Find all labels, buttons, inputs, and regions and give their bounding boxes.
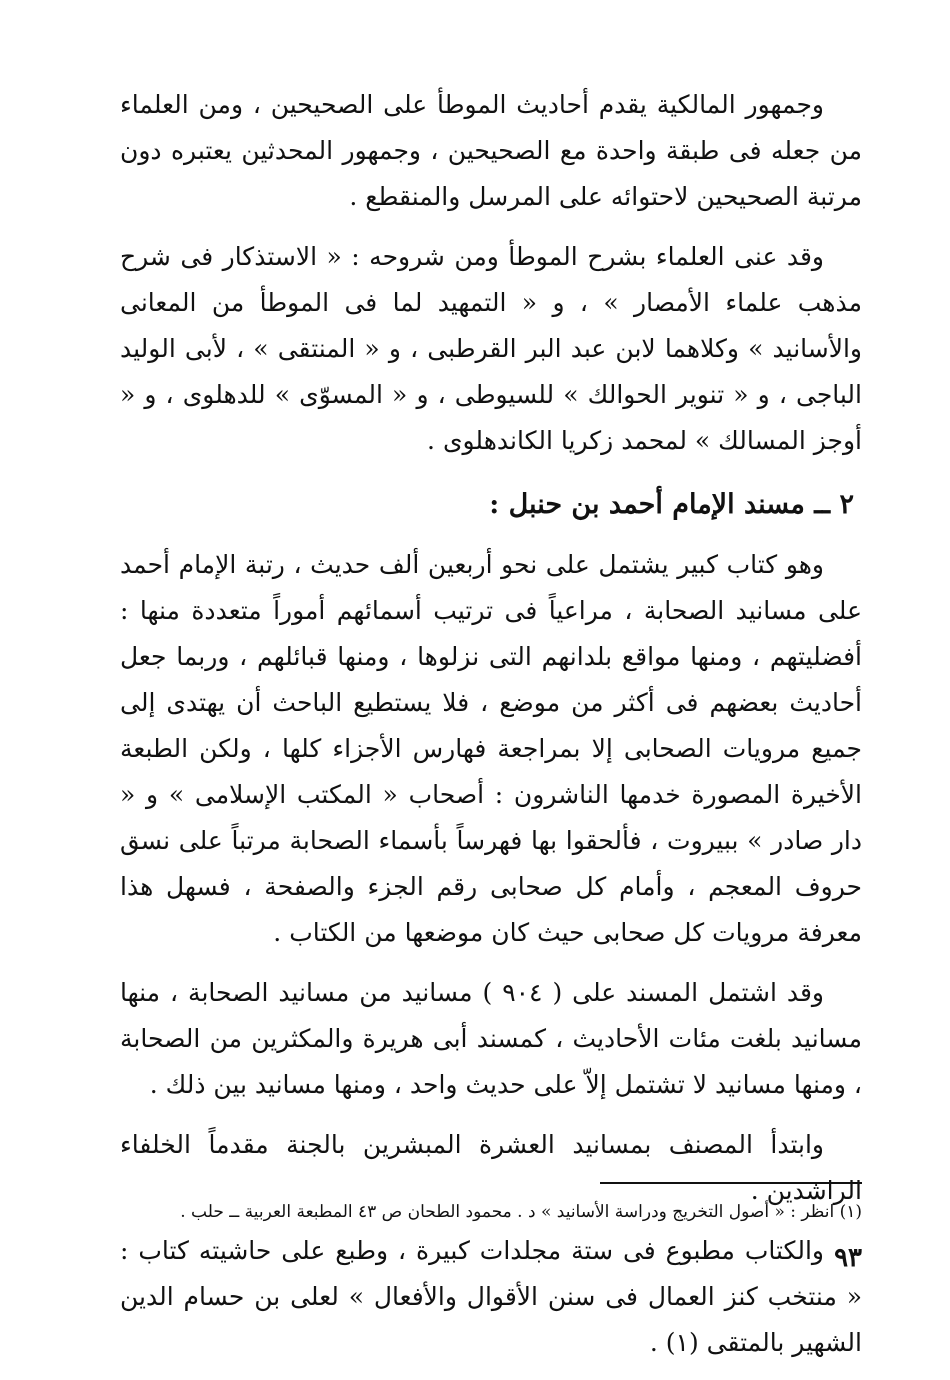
paragraph-musnad-count: وقد اشتمل المسند على ( ٩٠٤ ) مسانيد من مسانيد الصحابة ، منها مسانيد بلغت مئات الأحاديث ، كمسند أبى هريرة والمكثرين من الصحابة ، ومنها مسانيد لا تشتمل إلاّ على حديث واحد ، ومنها مسانيد بين ذلك . <box>120 978 862 1099</box>
paragraph-musnad-description: وهو كتاب كبير يشتمل على نحو أربعين ألف حديث ، رتبة الإمام أحمد على مسانيد الصحابة ، مراعياً فى ترتيب أسمائهم أموراً متعددة منها : أفضليتهم ، ومنها مواقع بلدانهم التى نزلوها ، ومنها قبائلهم ، وربما جعل أحاديث بعضهم فى أكثر من موضع ، فلا يستطيع الباحث أن يهتدى إلى جميع مرويات الصحابى إلا بمراجعة فهارس الأجزاء كلها ، ولكن الطبعة الأخيرة المصورة خدمها الناشرون : أصحاب « المكتب الإسلامى » و « دار صادر » ببيروت ، فألحقوا بها فهرساً بأسماء الصحابة مرتباً على نسق حروف المعجم ، وأمام كل صحابى رقم الجزء والصفحة ، فسهل هذا معرفة مرويات كل صحابى حيث كان موضعها من الكتاب . <box>120 550 862 947</box>
footnote: (١) انظر : « أصول التخريج ودراسة الأسانيد » د . محمود الطحان ص ٤٣ المطبعة العربية ــ حلب . <box>180 1202 862 1222</box>
section-heading-musnad-ahmad: ٢ ــ مسند الإمام أحمد بن حنبل : <box>489 489 854 520</box>
paragraph-muwatta-ranking: وجمهور المالكية يقدم أحاديث الموطأ على الصحيحين ، ومن العلماء من جعله فى طبقة واحدة مع الصحيحين ، وجمهور المحدثين يعتبره دون مرتبة الصحيحين لاحتوائه على المرسل والمنقطع . <box>120 90 862 211</box>
page-number: ٩٣ <box>834 1243 862 1273</box>
footnote-divider <box>600 1182 862 1184</box>
paragraph-musnad-edition: والكتاب مطبوع فى ستة مجلدات كبيرة ، وطبع على حاشيته كتاب : « منتخب كنز العمال فى سنن الأقوال والأفعال » لعلى بن حسام الدين الشهير بالمتقى (١) . <box>120 1236 862 1357</box>
paragraph-musnad-order: وابتدأ المصنف بمسانيد العشرة المبشرين بالجنة مقدماً الخلفاء الراشدين . <box>120 1130 862 1205</box>
paragraph-muwatta-commentaries: وقد عنى العلماء بشرح الموطأ ومن شروحه : « الاستذكار فى شرح مذهب علماء الأمصار » ، و « التمهيد لما فى الموطأ من المعانى والأسانيد » وكلاهما لابن عبد البر القرطبى ، و « المنتقى » ، لأبى الوليد الباجى ، و « تنوير الحوالك » للسيوطى ، و « المسوّى » للدهلوى ، و « أوجز المسالك » لمحمد زكريا الكاندهلوى . <box>120 242 862 455</box>
body-text <box>120 82 862 1380</box>
